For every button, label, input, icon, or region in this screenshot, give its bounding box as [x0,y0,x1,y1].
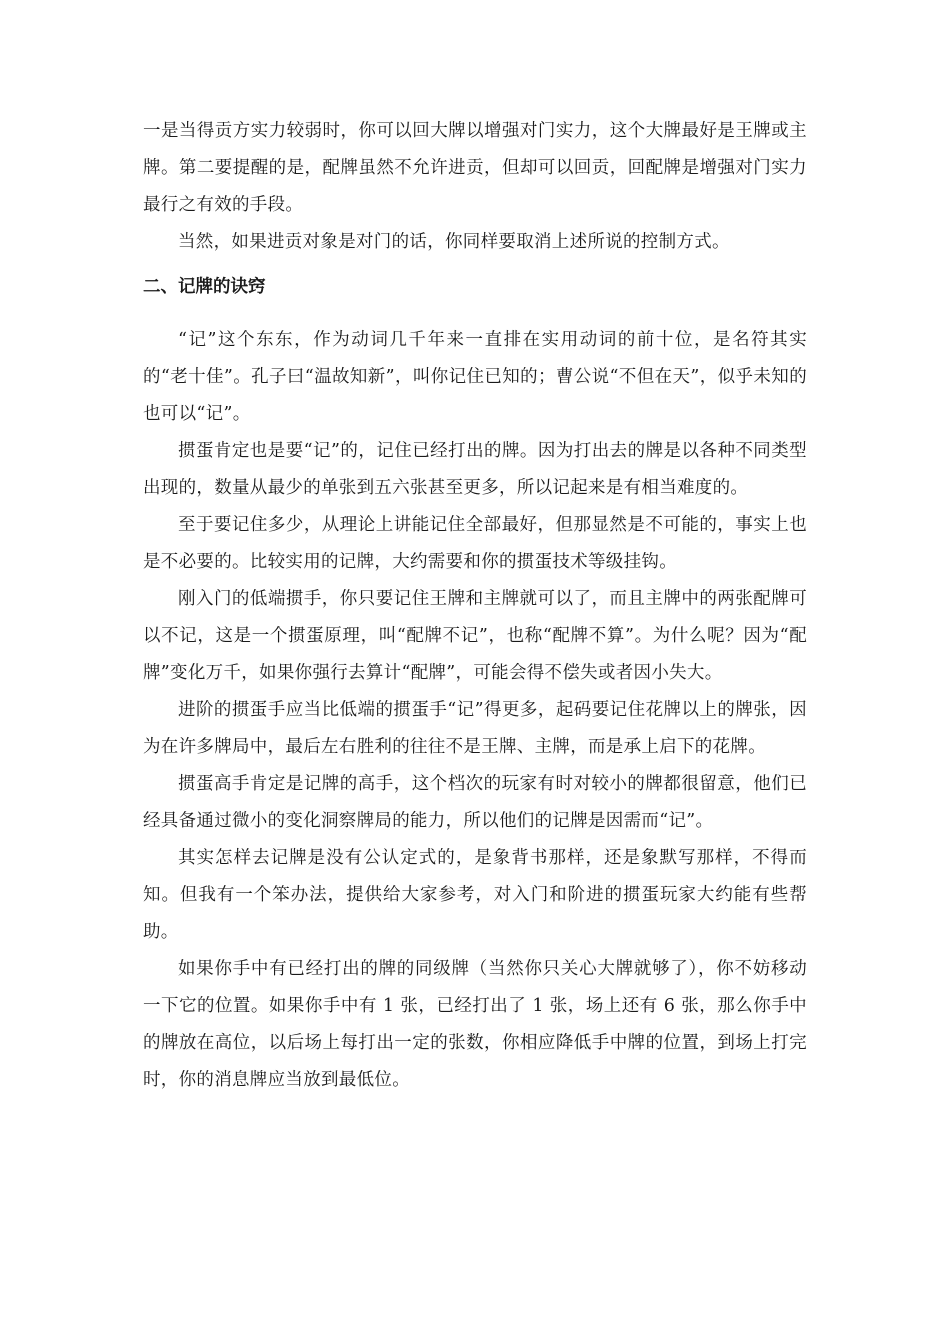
paragraph-intermediate: 进阶的掼蛋手应当比低端的掼蛋手“记”得更多，起码要记住花牌以上的牌张，因为在许多牌局中，最后左右胜利的往往不是王牌、主牌，而是承上启下的花牌。 [143,700,807,757]
document-page [143,113,807,1099]
paragraph-method-intro: 其实怎样去记牌是没有公认定式的，是象背书那样，还是象默写那样，不得而知。但我有一个笨办法，提供给大家参考，对入门和阶进的掼蛋玩家大约能有些帮助。 [143,848,807,942]
paragraph-beginner: 刚入门的低端掼手，你只要记住王牌和主牌就可以了，而且主牌中的两张配牌可以不记，这是一个掼蛋原理，叫“配牌不记”，也称“配牌不算”。为什么呢？因为“配牌”变化万千，如果你强行去算计“配牌”，可能会得不偿失或者因小失大。 [143,589,807,683]
paragraph-method-detail: 如果你手中有已经打出的牌的同级牌（当然你只关心大牌就够了），你不妨移动一下它的位置。如果你手中有 1 张，已经打出了 1 张，场上还有 6 张，那么你手中的牌放在高位，以后场上每打出一定的张数，你相应降低手中牌的位置，到场上打完时，你的消息牌应当放到最低位。 [143,959,807,1090]
section-heading: 二、记牌的诀窍 [143,277,266,297]
paragraph-tribute-note: 当然，如果进贡对象是对门的话，你同样要取消上述所说的控制方式。 [178,232,730,252]
paragraph-ji-meaning: “记”这个东东，作为动词几千年来一直排在实用动词的前十位，是名符其实的“老十佳”。孔子曰“温故知新”，叫你记住已知的；曹公说“不但在天”，似乎未知的也可以“记”。 [143,330,807,424]
paragraph-continuation: 一是当得贡方实力较弱时，你可以回大牌以增强对门实力，这个大牌最好是王牌或主牌。第二要提醒的是，配牌虽然不允许进贡，但却可以回贡，回配牌是增强对门实力最行之有效的手段。 [143,121,807,215]
paragraph-expert: 掼蛋高手肯定是记牌的高手，这个档次的玩家有时对较小的牌都很留意，他们已经具备通过微小的变化洞察牌局的能力，所以他们的记牌是因需而“记”。 [143,774,807,831]
paragraph-how-much: 至于要记住多少，从理论上讲能记住全部最好，但那显然是不可能的，事实上也是不必要的。比较实用的记牌，大约需要和你的掼蛋技术等级挂钩。 [143,515,807,572]
paragraph-remember-cards: 掼蛋肯定也是要“记”的，记住已经打出的牌。因为打出去的牌是以各种不同类型出现的，数量从最少的单张到五六张甚至更多，所以记起来是有相当难度的。 [143,441,807,498]
